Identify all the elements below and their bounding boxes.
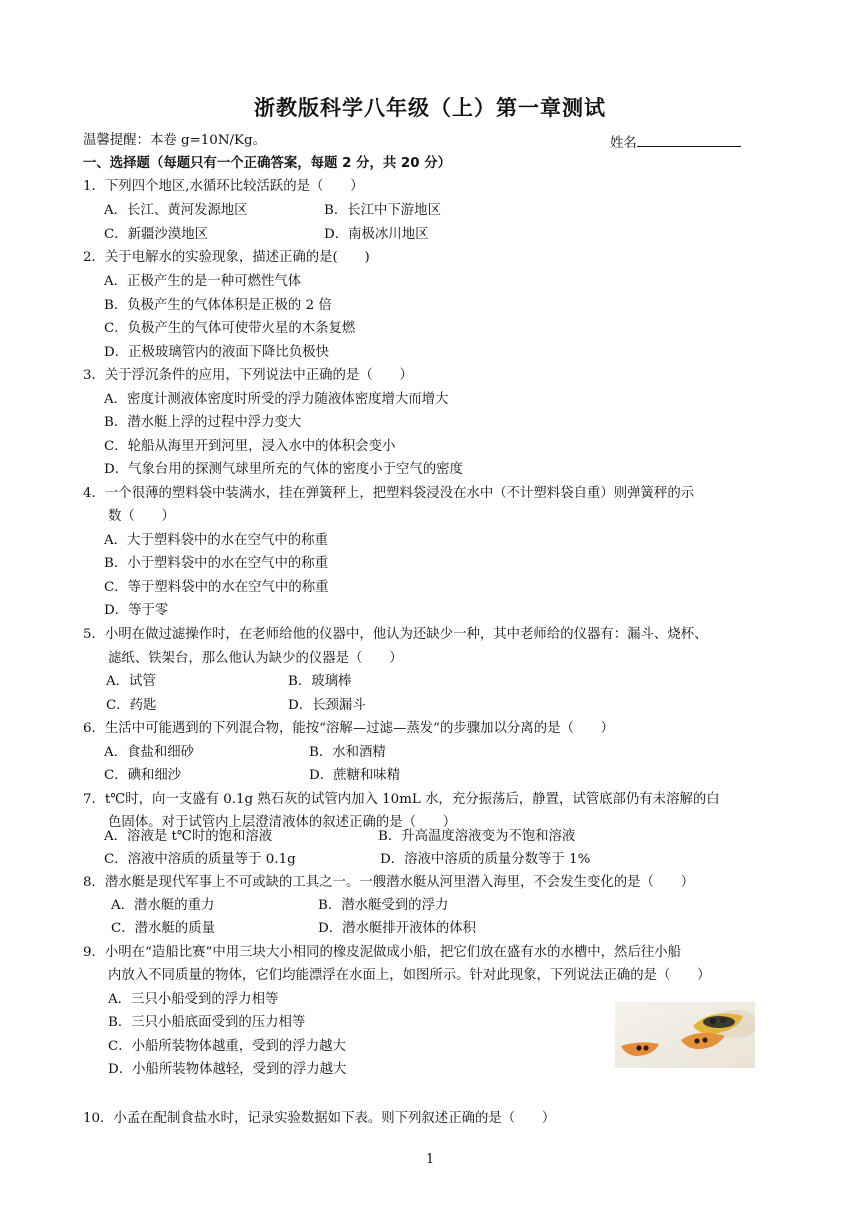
q7-option-d: D．溶液中溶质的质量分数等于 1%	[380, 852, 591, 867]
question-3: 3．关于浮沉条件的应用，下列说法中正确的是（ ）	[83, 368, 413, 383]
page-title: 浙教版科学八年级（上）第一章测试	[254, 96, 606, 120]
q6-option-a: A．食盐和细砂	[104, 745, 195, 760]
q1-option-d: D．南极冰川地区	[324, 227, 429, 242]
question-10: 10．小孟在配制食盐水时，记录实验数据如下表。则下列叙述正确的是（ ）	[83, 1111, 556, 1126]
q6-option-c: C．碘和细沙	[104, 768, 182, 783]
q3-option-c: C．轮船从海里开到河里，浸入水中的体积会变小	[104, 439, 396, 454]
q7-option-a: A．溶液是 t℃时的饱和溶液	[104, 829, 273, 844]
question-6: 6．生活中可能遇到的下列混合物，能按“溶解—过滤—蒸发”的步骤加以分离的是（ ）	[83, 721, 615, 736]
question-8: 8．潜水艇是现代军事上不可或缺的工具之一。一艘潜水艇从河里潜入海里，不会发生变化的是（ ）	[83, 875, 695, 890]
q7-option-c: C．溶液中溶质的质量等于 0.1g	[104, 852, 296, 867]
q8-option-c: C．潜水艇的质量	[111, 921, 215, 936]
question-9: 9．小明在“造船比赛”中用三块大小相同的橡皮泥做成小船，把它们放在盛有水的水槽中，然后往小船	[83, 945, 682, 960]
name-blank	[637, 132, 741, 147]
question-7: 7．t℃时，向一支盛有 0.1g 熟石灰的试管内加入 10mL 水，充分振荡后，静置，试管底部仍有未溶解的白	[83, 792, 720, 807]
q2-option-c: C．负极产生的气体可使带火星的木条复燃	[104, 321, 356, 336]
q6-option-d: D．蔗糖和味精	[309, 768, 401, 783]
q9-option-a: A．三只小船受到的浮力相等	[108, 992, 279, 1007]
q6-option-b: B．水和酒精	[309, 745, 386, 760]
q4-option-c: C．等于塑料袋中的水在空气中的称重	[104, 580, 329, 595]
q2-option-d: D．正极玻璃管内的液面下降比负极快	[104, 345, 329, 360]
question-2: 2．关于电解水的实验现象，描述正确的是( )	[83, 250, 370, 265]
q4-option-a: A．大于塑料袋中的水在空气中的称重	[104, 533, 328, 548]
q2-option-b: B．负极产生的气体体积是正极的 2 倍	[104, 298, 332, 313]
question-9-cont: 内放入不同质量的物体，它们均能漂浮在水面上，如图所示。针对此现象，下列说法正确的是（ ）	[108, 968, 711, 983]
name-field	[610, 132, 741, 153]
q9-option-c: C．小船所装物体越重，受到的浮力越大	[108, 1039, 346, 1054]
q8-option-a: A．潜水艇的重力	[111, 898, 215, 913]
question-5-cont: 滤纸、铁架台，那么他认为缺少的仪器是（ ）	[108, 651, 403, 666]
q1-option-a: A．长江、黄河发源地区	[104, 203, 248, 218]
q9-option-b: B．三只小船底面受到的压力相等	[108, 1015, 306, 1030]
q1-option-c: C．新疆沙漠地区	[104, 227, 208, 242]
q9-option-d: D．小船所装物体越轻，受到的浮力越大	[108, 1062, 347, 1077]
q5-option-a: A．试管	[106, 674, 156, 689]
q8-option-d: D．潜水艇排开液体的体积	[318, 921, 477, 936]
name-label: 姓名	[610, 136, 637, 151]
q3-option-a: A．密度计测液体密度时所受的浮力随液体密度增大而增大	[104, 392, 449, 407]
reminder-text: 温馨提醒：本卷 g=10N/Kg。	[83, 133, 267, 148]
q8-option-b: B．潜水艇受到的浮力	[318, 898, 449, 913]
question-1: 1．下列四个地区,水循环比较活跃的是（ ）	[83, 179, 364, 194]
q4-option-b: B．小于塑料袋中的水在空气中的称重	[104, 556, 329, 571]
q2-option-a: A．正极产生的是一种可燃性气体	[104, 274, 302, 289]
q3-option-b: B．潜水艇上浮的过程中浮力变大	[104, 415, 302, 430]
section-heading: 一、选择题（每题只有一个正确答案，每题 2 分，共 20 分）	[83, 156, 451, 171]
q5-option-c: C．药匙	[106, 698, 157, 713]
q5-option-b: B．玻璃棒	[288, 674, 352, 689]
q7-option-b: B．升高温度溶液变为不饱和溶液	[378, 829, 576, 844]
q4-option-d: D．等于零	[104, 603, 169, 618]
question-4: 4．一个很薄的塑料袋中装满水，挂在弹簧秤上，把塑料袋浸没在水中（不计塑料袋自重）则弹簧秤的示	[83, 486, 695, 501]
page-number: 1	[425, 1152, 435, 1167]
q3-option-d: D．气象台用的探测气球里所充的气体的密度小于空气的密度	[104, 462, 463, 477]
question-7-cont: 色固体。对于试管内上层澄清液体的叙述正确的是（ ）	[108, 815, 457, 830]
clay-boats-photo	[615, 1002, 755, 1068]
q1-option-b: B．长江中下游地区	[324, 203, 441, 218]
question-5: 5．小明在做过滤操作时，在老师给他的仪器中，他认为还缺少一种，其中老师给的仪器有：漏斗、烧杯、	[83, 627, 708, 642]
question-4-cont: 数（ ）	[108, 509, 175, 524]
q5-option-d: D．长颈漏斗	[288, 698, 366, 713]
